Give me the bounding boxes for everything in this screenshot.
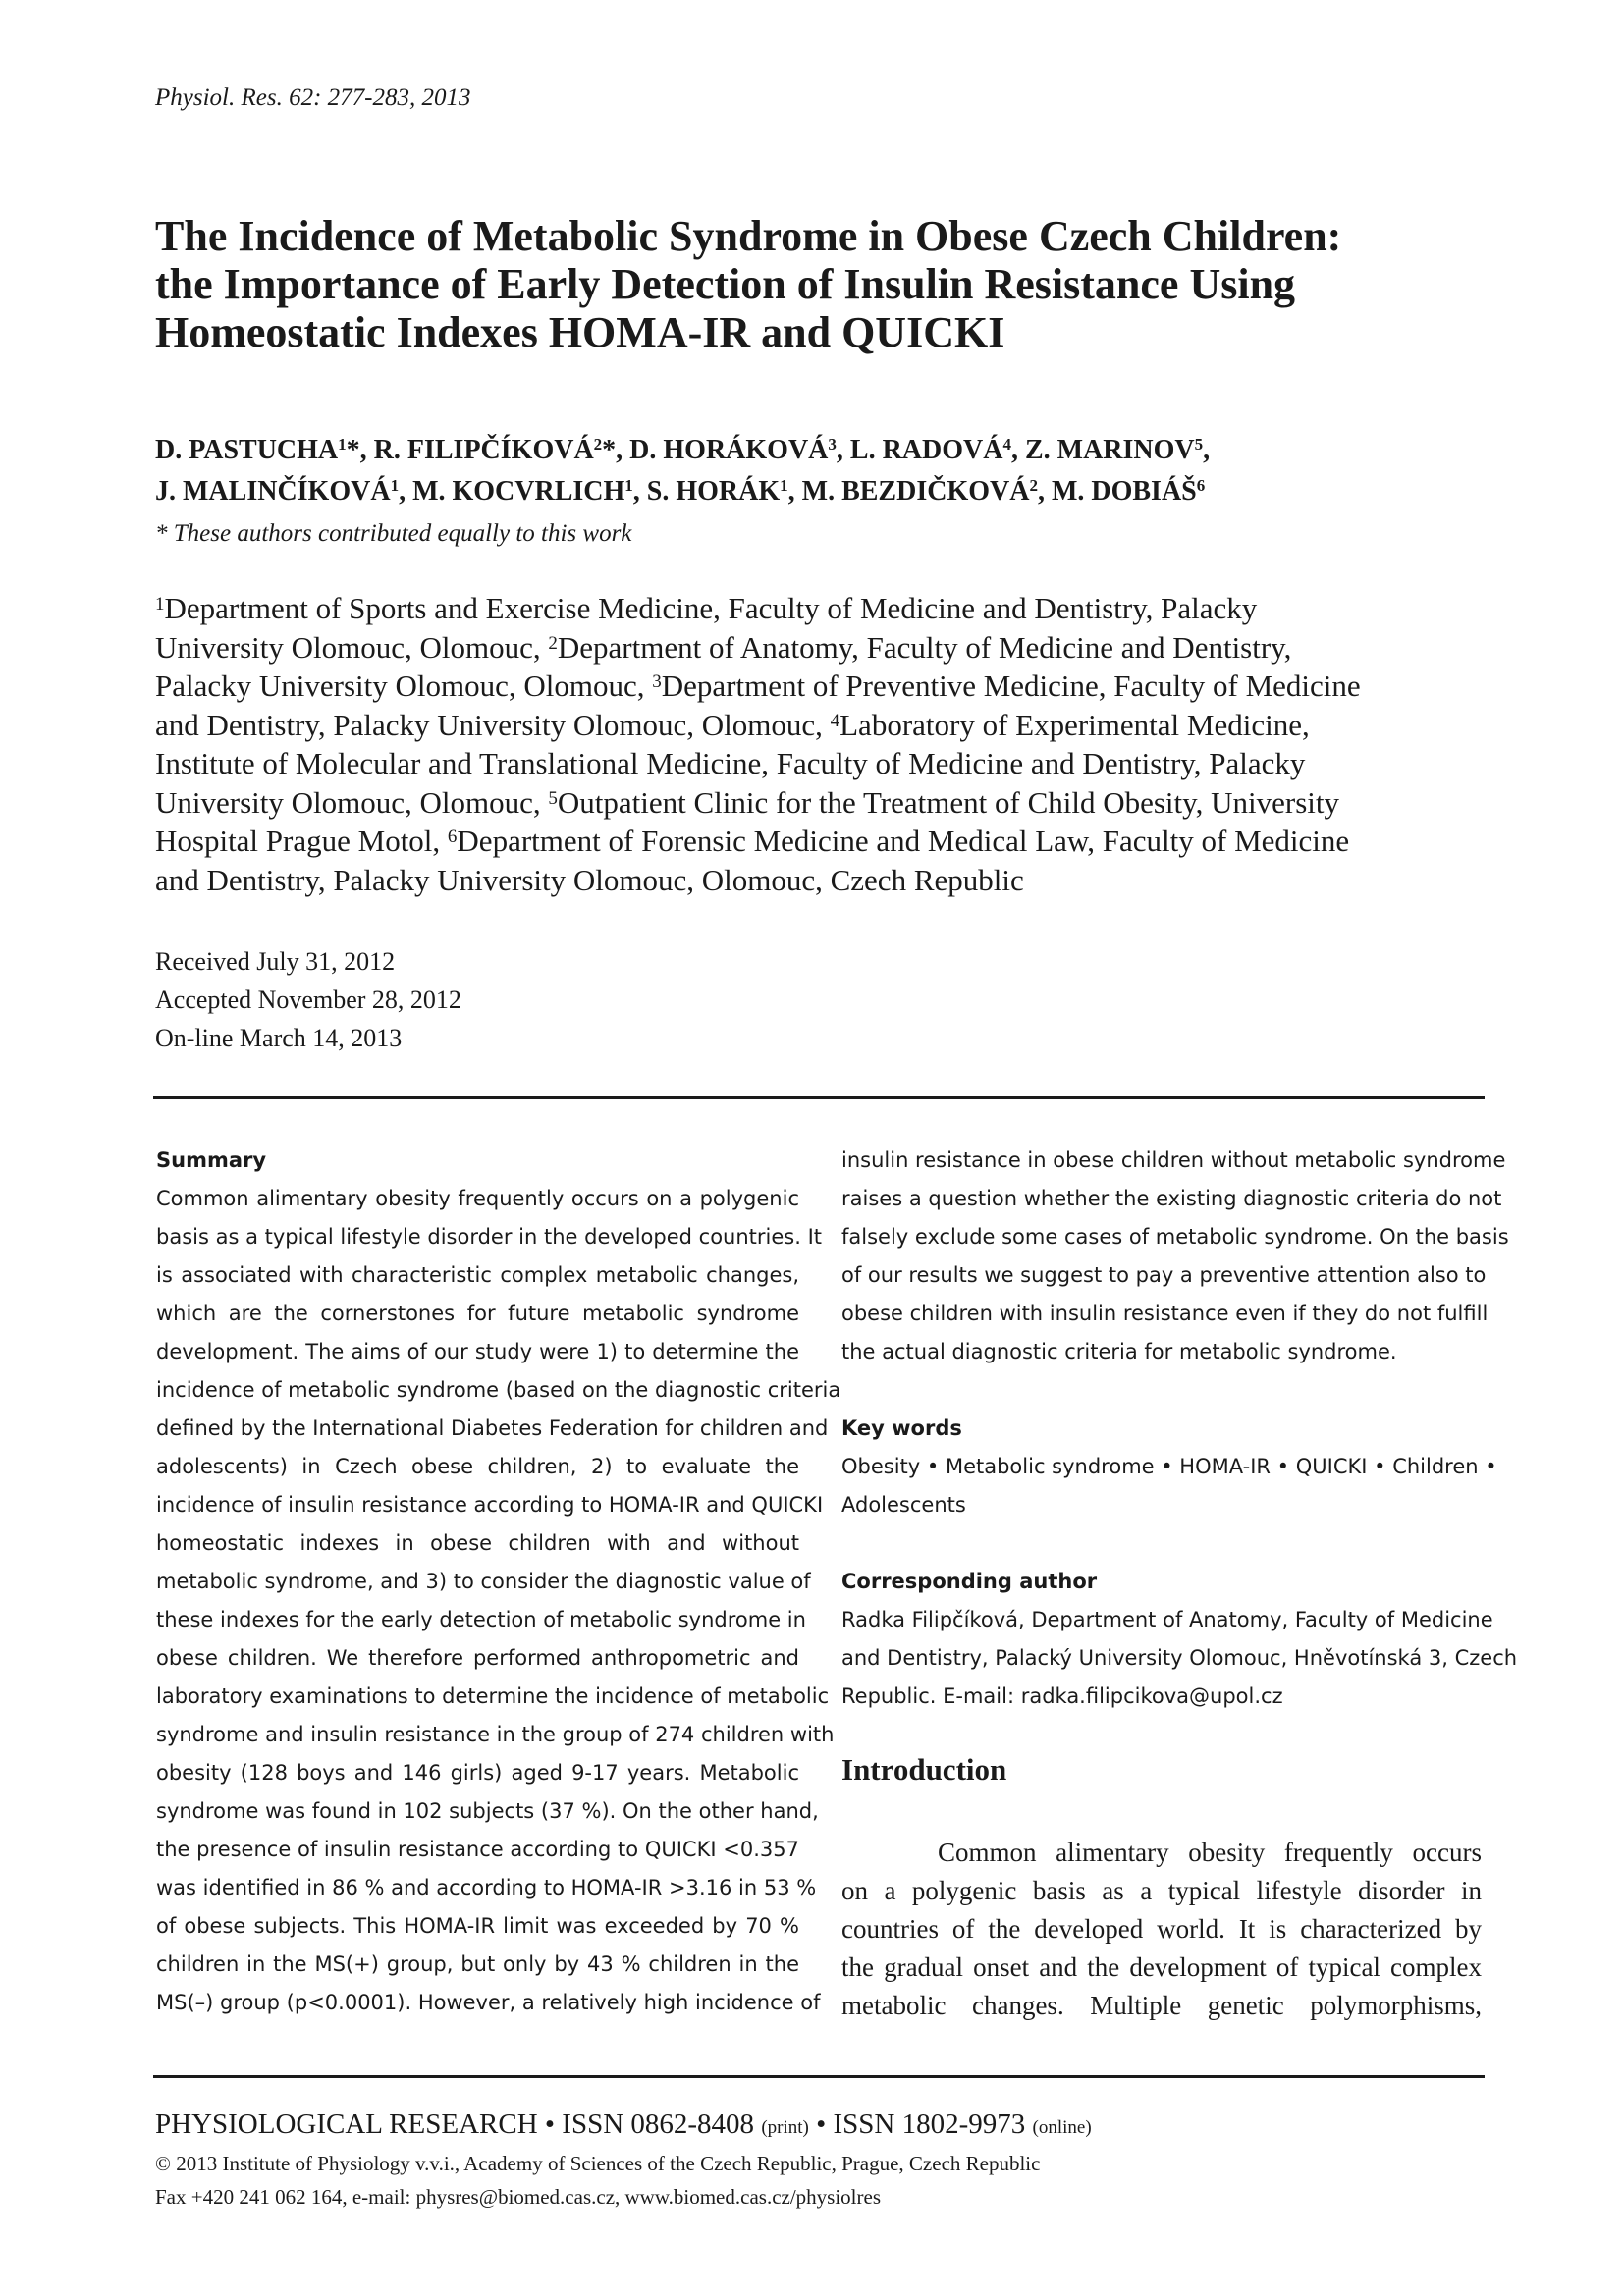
author-name: Z. MARINOV — [1024, 435, 1195, 465]
summary-line: the presence of insulin resistance according to QUICKI <0.357 — [156, 1838, 799, 1861]
keywords-line: Adolescents — [841, 1493, 966, 1517]
author-name: M. DOBIÁŠ — [1051, 476, 1197, 507]
footer-contact: Fax +420 241 062 164, e-mail: physres@biomed.cas.cz, www.biomed.cas.cz/physiolres — [155, 2185, 881, 2209]
author-name: S. HORÁK — [646, 476, 781, 507]
author-name: D. PASTUCHA — [155, 435, 339, 465]
footer-copyright: © 2013 Institute of Physiology v.v.i., Academy of Sciences of the Czech Republic, Prague, Czech Republic — [155, 2152, 1041, 2175]
affiliation-line — [155, 744, 1481, 783]
affiliation-text: Institute of Molecular and Translational Medicine, Faculty of Medicine and Dentistry, Palacky — [155, 746, 1306, 780]
summary-line: incidence of metabolic syndrome (based on the diagnostic criteria — [156, 1378, 841, 1402]
author-separator: , — [1010, 435, 1025, 465]
affiliation-marker: 4 — [1002, 435, 1011, 454]
footer-divider — [153, 2075, 1485, 2078]
summary-line: metabolic syndrome, and 3) to consider the diagnostic value of — [156, 1570, 811, 1593]
author-separator: , — [1037, 476, 1052, 507]
affiliation-marker: 2 — [593, 435, 603, 454]
author-name: D. HORÁKOVÁ — [629, 435, 829, 465]
corresponding-author-heading: Corresponding author — [841, 1570, 1098, 1593]
summary-line: adolescents) in Czech obese children, 2) to evaluate the — [156, 1455, 799, 1478]
online-date: On-line March 14, 2013 — [155, 1024, 403, 1052]
author-line — [155, 430, 1530, 471]
summary-line: falsely exclude some cases of metabolic syndrome. On the basis — [841, 1225, 1509, 1249]
affiliation-marker: 1 — [390, 476, 400, 495]
summary-line: defined by the International Diabetes Federation for children and — [156, 1416, 829, 1440]
summary-line: these indexes for the early detection of metabolic syndrome in — [156, 1608, 806, 1631]
summary-line: MS(–) group (p<0.0001). However, a relatively high incidence of — [156, 1991, 821, 2014]
author-separator: , — [399, 476, 413, 507]
issn-online: • ISSN 1802-9973 — [816, 2109, 1026, 2140]
title-line: the Importance of Early Detection of Insulin Resistance Using — [155, 260, 1296, 308]
summary-line: raises a question whether the existing diagnostic criteria do not — [841, 1187, 1502, 1210]
affiliation-marker: 2 — [548, 632, 558, 654]
received-date: Received July 31, 2012 — [155, 947, 396, 976]
summary-line: insulin resistance in obese children without metabolic syndrome — [841, 1148, 1506, 1172]
affiliation-marker: 3 — [828, 435, 837, 454]
header-divider — [153, 1096, 1485, 1099]
introduction-heading: Introduction — [841, 1752, 1007, 1787]
affiliation-line — [155, 706, 1481, 745]
affiliation-text: University Olomouc, Olomouc, — [155, 629, 549, 665]
summary-line: was identified in 86 % and according to HOMA-IR >3.16 in 53 % — [156, 1876, 817, 1899]
affiliation-marker: 1 — [155, 594, 165, 614]
affiliation-text: University Olomouc, Olomouc, — [155, 784, 549, 820]
affiliation-line — [155, 783, 1481, 823]
affiliation-line — [155, 667, 1481, 706]
author-name: L. RADOVÁ — [849, 435, 1003, 465]
author-separator: , — [787, 476, 802, 507]
journal-name: PHYSIOLOGICAL RESEARCH • ISSN 0862-8408 — [155, 2109, 755, 2140]
summary-line: development. The aims of our study were 1) to determine the — [156, 1340, 799, 1363]
corresponding-author-line: Republic. E-mail: radka.filipcikova@upol.cz — [841, 1684, 1283, 1708]
introduction-line: the gradual onset and the development of typical complex — [841, 1952, 1482, 1982]
author-separator: , — [1203, 435, 1211, 465]
corresponding-author-line: Radka Filipčíková, Department of Anatomy, Faculty of Medicine — [841, 1608, 1493, 1631]
summary-line: Common alimentary obesity frequently occurs on a polygenic — [156, 1187, 799, 1210]
affiliation-line — [155, 822, 1481, 861]
author-name: M. BEZDIČKOVÁ — [801, 476, 1030, 507]
title-line: The Incidence of Metabolic Syndrome in Obese Czech Children: — [155, 212, 1342, 260]
affiliation-text: Department of Anatomy, Faculty of Medicine and Dentistry, — [557, 629, 1292, 665]
introduction-line: Common alimentary obesity frequently occurs — [938, 1838, 1482, 1867]
introduction-line: on a polygenic basis as a typical lifestyle disorder in — [841, 1876, 1482, 1905]
title-line: Homeostatic Indexes HOMA-IR and QUICKI — [155, 308, 1005, 356]
journal-reference: Physiol. Res. 62: 277-283, 2013 — [155, 84, 471, 111]
affiliation-marker: 5 — [1194, 435, 1204, 454]
affiliation-marker: 1 — [624, 476, 633, 495]
affiliation-text: Hospital Prague Motol, — [155, 824, 448, 858]
summary-line: laboratory examinations to determine the incidence of metabolic — [156, 1684, 830, 1708]
publication-dates — [155, 942, 461, 1057]
summary-line: syndrome was found in 102 subjects (37 %). On the other hand, — [156, 1799, 819, 1823]
affiliation-text: Department of Sports and Exercise Medicine, Faculty of Medicine and Dentistry, Palacky — [164, 591, 1258, 625]
affiliation-text: Department of Forensic Medicine and Medical Law, Faculty of Medicine — [457, 824, 1350, 858]
keywords-line: Obesity • Metabolic syndrome • HOMA-IR • QUICKI • Children • — [841, 1455, 1497, 1478]
spacer — [841, 1371, 1485, 1410]
summary-heading: Summary — [156, 1148, 267, 1172]
summary-line: the actual diagnostic criteria for metabolic syndrome. — [841, 1340, 1397, 1363]
affiliation-line — [155, 628, 1481, 667]
affiliation-marker: 4 — [830, 710, 840, 731]
affiliation-marker: 6 — [1196, 476, 1206, 495]
affiliations — [155, 589, 1481, 899]
introduction-line: countries of the developed world. It is characterized by — [841, 1914, 1482, 1944]
author-separator: *, — [346, 435, 374, 465]
affiliation-line — [155, 861, 1481, 900]
affiliation-marker: 3 — [652, 671, 662, 692]
affiliation-text: and Dentistry, Palacky University Olomouc, Olomouc, Czech Republic — [155, 862, 1024, 897]
introduction-line: metabolic changes. Multiple genetic polymorphisms, — [841, 1991, 1482, 2020]
affiliation-text: Palacky University Olomouc, Olomouc, — [155, 668, 653, 703]
affiliation-text: and Dentistry, Palacky University Olomouc, Olomouc, — [155, 707, 831, 742]
right-column — [841, 1142, 1518, 1716]
affiliation-marker: 1 — [780, 476, 788, 495]
author-name: J. MALINČÍKOVÁ — [155, 476, 391, 507]
summary-line: children in the MS(+) group, but only by 43 % children in the — [156, 1952, 799, 1976]
summary-line: is associated with characteristic complex metabolic changes, — [156, 1263, 799, 1287]
corresponding-author-line: and Dentistry, Palacký University Olomouc, Hněvotínská 3, Czech — [841, 1646, 1518, 1670]
summary-line: incidence of insulin resistance according to HOMA-IR and QUICKI — [156, 1493, 824, 1517]
summary-line: homeostatic indexes in obese children with and without — [156, 1531, 799, 1555]
summary-line: of obese subjects. This HOMA-IR limit was exceeded by 70 % — [156, 1914, 799, 1938]
keywords-heading: Key words — [841, 1416, 962, 1440]
affiliation-text: Outpatient Clinic for the Treatment of Child Obesity, University — [557, 784, 1340, 820]
affiliation-line — [155, 589, 1481, 628]
footer-issn — [155, 2109, 1092, 2141]
online-label: (online) — [1032, 2117, 1092, 2138]
affiliation-marker: 5 — [548, 787, 558, 809]
summary-line: which are the cornerstones for future metabolic syndrome — [156, 1302, 799, 1325]
affiliation-text: Department of Preventive Medicine, Faculty of Medicine — [661, 668, 1361, 703]
author-name: M. KOCVRLICH — [412, 476, 625, 507]
summary-line: of our results we suggest to pay a preventive attention also to — [841, 1263, 1487, 1287]
summary-line: obese children with insulin resistance even if they do not fulfill — [841, 1302, 1489, 1325]
author-separator: , — [836, 435, 850, 465]
introduction-body — [841, 1834, 1482, 2025]
affiliation-text: Laboratory of Experimental Medicine, — [839, 707, 1310, 742]
print-label: (print) — [761, 2117, 809, 2138]
equal-contribution-note: * These authors contributed equally to this work — [155, 520, 632, 547]
affiliation-marker: 1 — [338, 435, 347, 454]
paper-title — [155, 212, 1481, 356]
author-separator: *, — [602, 435, 630, 465]
author-separator: , — [632, 476, 647, 507]
affiliation-marker: 2 — [1029, 476, 1038, 495]
affiliation-marker: 6 — [447, 827, 458, 847]
summary-line: obesity (128 boys and 146 girls) aged 9-17 years. Metabolic — [156, 1761, 799, 1785]
summary-column — [156, 1142, 841, 2022]
spacer — [841, 1524, 1485, 1563]
summary-line: syndrome and insulin resistance in the group of 274 children with — [156, 1723, 835, 1746]
summary-line: obese children. We therefore performed anthropometric and — [156, 1646, 799, 1670]
summary-line: basis as a typical lifestyle disorder in the developed countries. It — [156, 1225, 823, 1249]
author-line — [155, 471, 1530, 512]
author-name: R. FILIPČÍKOVÁ — [373, 435, 594, 465]
author-list — [155, 430, 1530, 512]
accepted-date: Accepted November 28, 2012 — [155, 986, 461, 1014]
